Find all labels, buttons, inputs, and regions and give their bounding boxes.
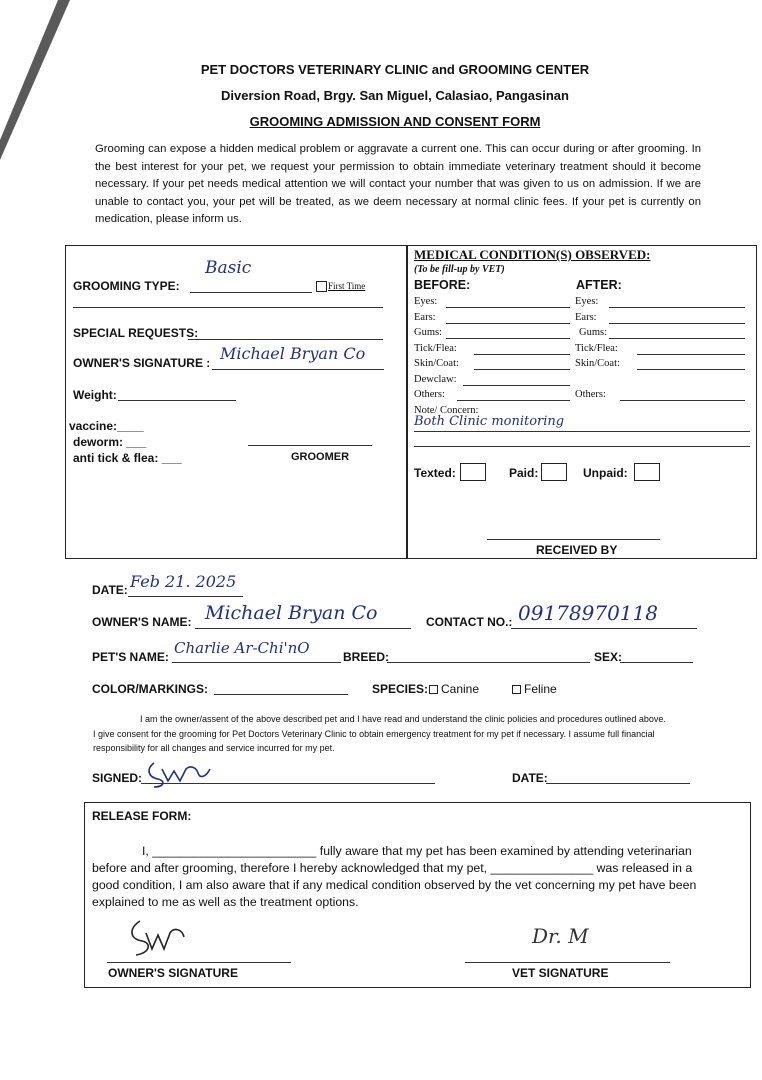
consent-line-3: responsibility for all changes and service incurred for my pet. bbox=[93, 743, 335, 753]
sex-label: SEX: bbox=[594, 650, 623, 664]
consent-date-label: DATE: bbox=[512, 771, 548, 785]
first-time-checkbox[interactable] bbox=[316, 281, 327, 292]
vet-signature-value: Dr. M bbox=[532, 924, 589, 948]
pet-name-label: PET'S NAME: bbox=[92, 650, 169, 664]
before-item-label: Skin/Coat: bbox=[414, 358, 459, 369]
weight-label: Weight: bbox=[73, 388, 117, 402]
release-owner-sig-label: OWNER'S SIGNATURE bbox=[108, 966, 238, 980]
form-title: GROOMING ADMISSION AND CONSENT FORM bbox=[249, 114, 541, 129]
before-item-label: Eyes: bbox=[414, 296, 438, 307]
signed-label: SIGNED: bbox=[92, 771, 143, 785]
consent-line-2: I give consent for the grooming for Pet Doctors Veterinary Clinic to obtain emergency treatment for my pet if necessary. I assume full financial bbox=[93, 729, 655, 739]
after-item-label: Others: bbox=[575, 389, 606, 400]
owner-signature-line[interactable] bbox=[212, 369, 384, 370]
breed-line[interactable] bbox=[387, 662, 590, 663]
after-item-label: Skin/Coat: bbox=[575, 358, 620, 369]
date-value: Feb 21. 2025 bbox=[130, 572, 237, 591]
vaccine-label: vaccine:____ bbox=[69, 419, 144, 433]
date-label: DATE: bbox=[92, 583, 128, 597]
before-item-line[interactable] bbox=[446, 338, 570, 339]
weight-line[interactable] bbox=[118, 400, 236, 401]
clinic-name: PET DOCTORS VETERINARY CLINIC and GROOMING CENTER bbox=[200, 62, 590, 77]
texted-checkbox[interactable] bbox=[460, 463, 486, 481]
deworm-label: deworm: ___ bbox=[73, 435, 147, 449]
special-requests-line[interactable] bbox=[188, 339, 383, 340]
after-item-line[interactable] bbox=[620, 400, 745, 401]
canine-label: Canine bbox=[441, 682, 480, 696]
after-item-label: Ears: bbox=[575, 311, 597, 323]
texted-label: Texted: bbox=[414, 466, 456, 480]
vet-sig-label: VET SIGNATURE bbox=[512, 966, 609, 980]
special-requests-label: SPECIAL REQUESTS: bbox=[73, 326, 199, 340]
before-item-line[interactable] bbox=[474, 369, 570, 370]
vet-sig-line[interactable] bbox=[465, 962, 670, 963]
after-item-line[interactable] bbox=[609, 323, 745, 324]
box-divider bbox=[406, 245, 408, 558]
release-text-a: I, ________________________ fully aware that my pet has been examined by attending veterinarian bbox=[142, 844, 692, 858]
note-label: Note/ Concern: bbox=[414, 405, 479, 416]
after-item-line[interactable] bbox=[637, 354, 745, 355]
unpaid-label: Unpaid: bbox=[583, 466, 628, 480]
before-item-line[interactable] bbox=[474, 354, 570, 355]
owner-signature-label: OWNER'S SIGNATURE : bbox=[73, 356, 211, 370]
note-value: Both Clinic monitoring bbox=[414, 414, 565, 429]
date-line[interactable] bbox=[128, 596, 243, 597]
after-item-line[interactable] bbox=[637, 369, 745, 370]
before-item-line[interactable] bbox=[446, 307, 570, 308]
release-title: RELEASE FORM: bbox=[92, 809, 192, 823]
groomer-label: GROOMER bbox=[291, 451, 350, 463]
grooming-type-line[interactable] bbox=[190, 292, 312, 293]
pet-name-line[interactable] bbox=[172, 662, 341, 663]
before-item-label: Gums: bbox=[414, 327, 443, 338]
note-line-2[interactable] bbox=[414, 446, 750, 447]
release-text-b: before and after grooming, therefore I hereby acknowledged that my pet, _______________ was released in a bbox=[92, 861, 693, 875]
species-label: SPECIES: bbox=[372, 682, 429, 696]
intro-paragraph: Grooming can expose a hidden medical problem or aggravate a current one. This can occur during or after grooming. In the best interest for your pet, we request your permission to obtain immediate veterinary treatment should it become necessary. If your pet needs medical attention we will contact your number that was given to us on admission. If we are unable to contact you, your pet will be treated, as we deem necessary at normal clinic fees. If your pet is currently on medication, please inform us. bbox=[95, 143, 701, 226]
grooming-line-2 bbox=[73, 307, 383, 308]
note-line-1[interactable] bbox=[414, 431, 750, 432]
anti-tick-label: anti tick & flea: ___ bbox=[73, 451, 182, 465]
owner-name-label: OWNER'S NAME: bbox=[92, 615, 192, 629]
after-label: AFTER: bbox=[576, 278, 622, 292]
grooming-type-value: Basic bbox=[205, 258, 252, 278]
color-markings-line[interactable] bbox=[214, 694, 348, 695]
paid-checkbox[interactable] bbox=[541, 463, 567, 481]
release-text-c: good condition, I am also aware that if any medical condition observed by the vet concerning my pet have been bbox=[92, 878, 697, 892]
contact-value: 09178970118 bbox=[518, 601, 658, 625]
after-item-label: Gums: bbox=[579, 327, 608, 338]
after-item-label: Tick/Flea: bbox=[575, 342, 618, 354]
owner-signature-value: Michael Bryan Co bbox=[220, 344, 366, 363]
paid-label: Paid: bbox=[509, 466, 539, 480]
owner-consent-signature bbox=[140, 755, 220, 790]
release-text-d: explained to me as well as the treatment options. bbox=[92, 895, 359, 909]
before-item-line[interactable] bbox=[446, 323, 570, 324]
received-by-line[interactable] bbox=[487, 539, 660, 540]
before-item-line[interactable] bbox=[457, 400, 570, 401]
before-item-label: Ears: bbox=[414, 311, 436, 323]
feline-checkbox[interactable] bbox=[512, 685, 521, 694]
clinic-address: Diversion Road, Brgy. San Miguel, Calasiao, Pangasinan bbox=[221, 88, 569, 103]
medical-title: MEDICAL CONDITION(S) OBSERVED: bbox=[414, 247, 651, 262]
after-item-label: Eyes: bbox=[575, 296, 599, 307]
owner-name-value: Michael Bryan Co bbox=[205, 602, 378, 624]
after-item-line[interactable] bbox=[609, 307, 745, 308]
release-owner-sig-line[interactable] bbox=[107, 962, 291, 963]
before-item-line[interactable] bbox=[463, 385, 570, 386]
unpaid-checkbox[interactable] bbox=[634, 463, 660, 481]
consent-line-1: I am the owner/assent of the above described pet and I have read and understand the clinic policies and procedures outlined above. bbox=[140, 714, 666, 724]
contact-line[interactable] bbox=[511, 628, 697, 629]
color-markings-label: COLOR/MARKINGS: bbox=[92, 682, 208, 696]
consent-date-line[interactable] bbox=[546, 783, 690, 784]
owner-name-line[interactable] bbox=[195, 628, 411, 629]
before-item-label: Tick/Flea: bbox=[414, 342, 457, 354]
after-item-line[interactable] bbox=[609, 338, 745, 339]
received-by-label: RECEIVED BY bbox=[536, 543, 618, 557]
release-owner-signature bbox=[120, 915, 200, 961]
before-label: BEFORE: bbox=[414, 278, 471, 292]
first-time-label: First Time bbox=[328, 281, 366, 291]
breed-label: BREED: bbox=[343, 650, 390, 664]
contact-label: CONTACT NO.: bbox=[426, 615, 513, 629]
pet-name-value: Charlie Ar-Chi'nO bbox=[174, 639, 310, 657]
before-item-label: Others: bbox=[414, 389, 445, 400]
sex-line[interactable] bbox=[620, 662, 693, 663]
medical-subtitle: (To be fill-up by VET) bbox=[414, 264, 505, 275]
groomer-line[interactable] bbox=[248, 445, 372, 446]
feline-label: Feline bbox=[524, 682, 557, 696]
canine-checkbox[interactable] bbox=[429, 685, 438, 694]
before-item-label: Dewclaw: bbox=[414, 373, 457, 385]
grooming-type-label: GROOMING TYPE: bbox=[73, 279, 180, 293]
